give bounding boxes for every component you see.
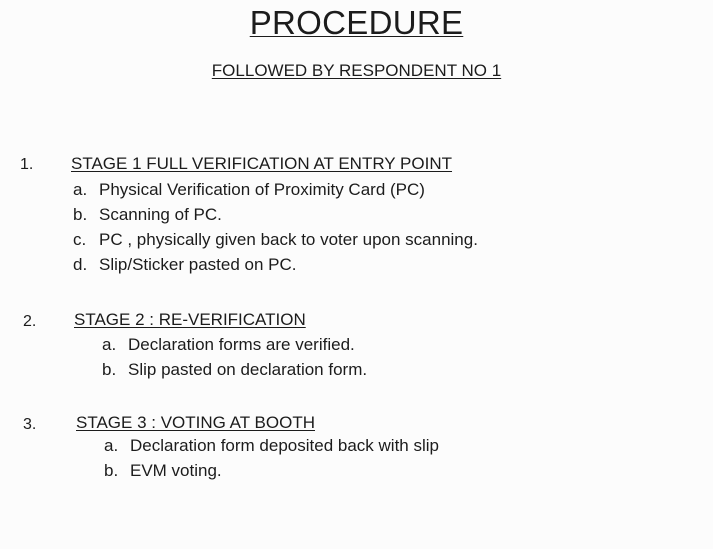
stage-number: 1. — [20, 156, 34, 173]
list-item-letter: b. — [104, 461, 119, 480]
stage-2-item-list — [102, 332, 367, 382]
stage-3-item-list — [104, 433, 439, 483]
list-item-text: EVM voting. — [130, 461, 222, 480]
list-item-text: Slip pasted on declaration form. — [128, 360, 368, 379]
list-item — [104, 458, 439, 483]
stage-number: 2. — [23, 313, 37, 330]
list-item-text: Physical Verification of Proximity Card (PC) — [99, 180, 425, 199]
stage-1-item-list — [73, 177, 478, 277]
stage-number: 3. — [23, 416, 37, 433]
stage-heading: STAGE 1 FULL VERIFICATION AT ENTRY POINT — [71, 154, 453, 173]
list-item — [73, 177, 478, 202]
stage-heading: STAGE 2 : RE-VERIFICATION — [74, 310, 306, 329]
list-item-letter: a. — [104, 436, 119, 455]
list-item-letter: b. — [73, 205, 88, 224]
document-subtitle-text: FOLLOWED BY RESPONDENT NO 1 — [211, 61, 502, 80]
list-item-text: Scanning of PC. — [99, 205, 222, 224]
stage-heading: STAGE 3 : VOTING AT BOOTH — [76, 413, 315, 432]
list-item-text: PC , physically given back to voter upon scanning. — [99, 230, 478, 249]
document-title-text: PROCEDURE — [249, 4, 464, 41]
list-item — [102, 357, 367, 382]
list-item — [104, 433, 439, 458]
list-item-letter: a. — [73, 180, 88, 199]
list-item-letter: c. — [73, 230, 87, 249]
list-item — [73, 227, 478, 252]
list-item-letter: d. — [73, 255, 88, 274]
list-item-letter: b. — [102, 360, 117, 379]
list-item-text: Slip/Sticker pasted on PC. — [99, 255, 297, 274]
document-title — [0, 4, 713, 42]
list-item-letter: a. — [102, 335, 117, 354]
list-item-text: Declaration forms are verified. — [128, 335, 355, 354]
document-subtitle — [0, 61, 713, 81]
list-item-text: Declaration form deposited back with slip — [130, 436, 439, 455]
list-item — [73, 202, 478, 227]
list-item — [102, 332, 367, 357]
list-item — [73, 252, 478, 277]
